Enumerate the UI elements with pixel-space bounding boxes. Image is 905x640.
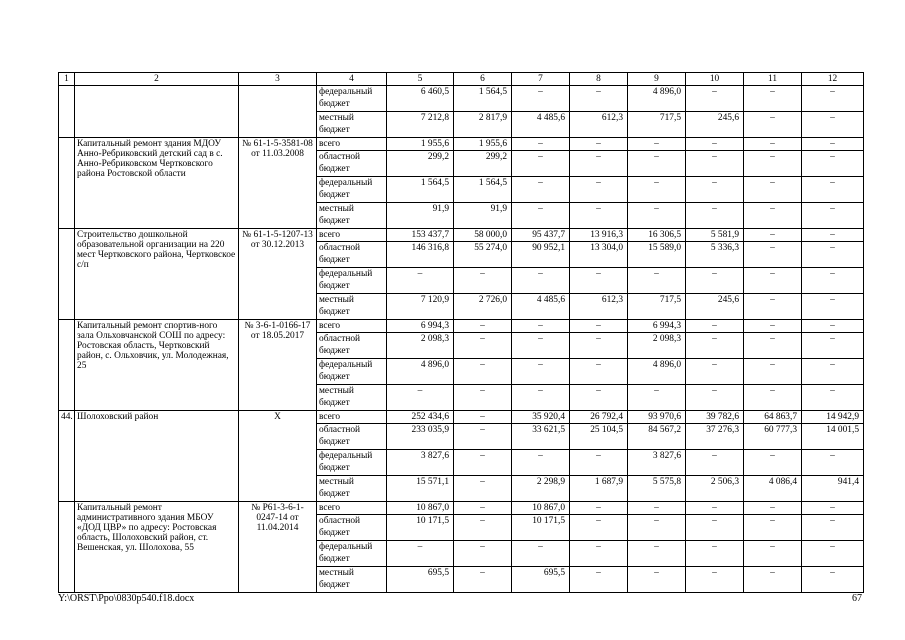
amount-cell: 4 896,0	[628, 86, 686, 112]
amount-cell: 3 827,6	[387, 450, 454, 476]
amount-cell: –	[628, 515, 686, 541]
amount-cell: –	[512, 86, 570, 112]
amount-cell: –	[387, 541, 454, 567]
amount-cell: –	[628, 502, 686, 515]
amount-cell: 2 098,3	[387, 333, 454, 359]
amount-cell: 14 942,9	[802, 411, 864, 424]
amount-cell: –	[512, 450, 570, 476]
funding-source: областной бюджет	[317, 424, 387, 450]
amount-cell: 10 171,5	[512, 515, 570, 541]
amount-cell: 4 896,0	[387, 359, 454, 385]
table-row	[59, 86, 864, 112]
amount-cell: –	[570, 177, 628, 203]
amount-cell: –	[686, 333, 744, 359]
amount-cell: 15 589,0	[628, 242, 686, 268]
column-number: 4	[317, 73, 387, 86]
amount-cell: 153 437,7	[387, 229, 454, 242]
amount-cell: –	[454, 450, 512, 476]
amount-cell: –	[802, 229, 864, 242]
funding-source: областной бюджет	[317, 151, 387, 177]
funding-source: местный бюджет	[317, 567, 387, 593]
document-number: № 3-6-1-0166-17 от 18.05.2017	[239, 320, 317, 411]
amount-cell: –	[802, 268, 864, 294]
document-number	[239, 86, 317, 138]
amount-cell: 695,5	[512, 567, 570, 593]
amount-cell: 2 726,0	[454, 294, 512, 320]
amount-cell: 717,5	[628, 112, 686, 138]
column-number-row	[59, 73, 864, 86]
column-number: 1	[59, 73, 75, 86]
amount-cell: –	[802, 333, 864, 359]
amount-cell: 252 434,6	[387, 411, 454, 424]
amount-cell: –	[512, 203, 570, 229]
table-row	[59, 411, 864, 424]
amount-cell: 717,5	[628, 294, 686, 320]
amount-cell: 55 274,0	[454, 242, 512, 268]
amount-cell: 245,6	[686, 294, 744, 320]
amount-cell: –	[628, 385, 686, 411]
amount-cell: –	[802, 359, 864, 385]
amount-cell: –	[628, 268, 686, 294]
amount-cell: –	[512, 268, 570, 294]
amount-cell: 91,9	[387, 203, 454, 229]
amount-cell: –	[686, 502, 744, 515]
amount-cell: 4 086,4	[744, 476, 802, 502]
funding-source: всего	[317, 320, 387, 333]
amount-cell: 612,3	[570, 112, 628, 138]
amount-cell: 233 035,9	[387, 424, 454, 450]
amount-cell: –	[802, 385, 864, 411]
amount-cell: –	[454, 320, 512, 333]
amount-cell: –	[802, 541, 864, 567]
amount-cell: –	[686, 151, 744, 177]
amount-cell: –	[686, 138, 744, 151]
amount-cell: –	[744, 541, 802, 567]
object-name: Шолоховский район	[75, 411, 239, 502]
budget-table	[58, 72, 864, 593]
funding-source: областной бюджет	[317, 515, 387, 541]
amount-cell: –	[454, 502, 512, 515]
amount-cell: –	[628, 541, 686, 567]
amount-cell: 3 827,6	[628, 450, 686, 476]
funding-source: федеральный бюджет	[317, 268, 387, 294]
column-number: 7	[512, 73, 570, 86]
amount-cell: –	[512, 151, 570, 177]
amount-cell: –	[570, 138, 628, 151]
amount-cell: 299,2	[454, 151, 512, 177]
funding-source: федеральный бюджет	[317, 177, 387, 203]
column-number: 2	[75, 73, 239, 86]
amount-cell: 6 460,5	[387, 86, 454, 112]
amount-cell: –	[454, 424, 512, 450]
amount-cell: 7 212,8	[387, 112, 454, 138]
amount-cell: 90 952,1	[512, 242, 570, 268]
amount-cell: –	[802, 515, 864, 541]
amount-cell: –	[802, 203, 864, 229]
amount-cell: –	[744, 242, 802, 268]
amount-cell: –	[744, 359, 802, 385]
column-number: 12	[802, 73, 864, 86]
amount-cell: –	[454, 333, 512, 359]
amount-cell: 245,6	[686, 112, 744, 138]
table-row	[59, 502, 864, 515]
amount-cell: 6 994,3	[387, 320, 454, 333]
amount-cell: –	[628, 567, 686, 593]
amount-cell: –	[744, 86, 802, 112]
amount-cell: –	[686, 177, 744, 203]
table-row	[59, 138, 864, 151]
amount-cell: 16 306,5	[628, 229, 686, 242]
object-name	[75, 86, 239, 138]
row-index	[59, 320, 75, 411]
document-number: № 61-1-5-3581-08 от 11.03.2008	[239, 138, 317, 229]
funding-source: местный бюджет	[317, 385, 387, 411]
amount-cell: –	[744, 333, 802, 359]
amount-cell: –	[802, 138, 864, 151]
funding-source: федеральный бюджет	[317, 450, 387, 476]
amount-cell: 6 994,3	[628, 320, 686, 333]
row-index	[59, 502, 75, 593]
amount-cell: 14 001,5	[802, 424, 864, 450]
amount-cell: –	[686, 86, 744, 112]
amount-cell: –	[744, 294, 802, 320]
amount-cell: –	[570, 541, 628, 567]
amount-cell: –	[686, 268, 744, 294]
amount-cell: –	[744, 450, 802, 476]
amount-cell: –	[570, 268, 628, 294]
amount-cell: –	[744, 151, 802, 177]
amount-cell: 1 687,9	[570, 476, 628, 502]
amount-cell: –	[802, 450, 864, 476]
amount-cell: 695,5	[387, 567, 454, 593]
amount-cell: –	[686, 567, 744, 593]
amount-cell: –	[686, 541, 744, 567]
object-name: Капитальный ремонт административного здания МБОУ «ДОД ЦВР» по адресу: Ростовская область, Шолоховский район, ст. Вешенская, ул. Шолохова, 55	[75, 502, 239, 593]
funding-source: местный бюджет	[317, 476, 387, 502]
amount-cell: 1 564,5	[454, 177, 512, 203]
amount-cell: 13 916,3	[570, 229, 628, 242]
amount-cell: –	[387, 268, 454, 294]
amount-cell: –	[512, 541, 570, 567]
amount-cell: –	[686, 320, 744, 333]
amount-cell: –	[454, 515, 512, 541]
amount-cell: 33 621,5	[512, 424, 570, 450]
table-body	[59, 73, 864, 593]
amount-cell: 2 098,3	[628, 333, 686, 359]
amount-cell: 612,3	[570, 294, 628, 320]
amount-cell: –	[570, 385, 628, 411]
amount-cell: –	[570, 359, 628, 385]
amount-cell: –	[512, 138, 570, 151]
amount-cell: 35 920,4	[512, 411, 570, 424]
amount-cell: –	[570, 502, 628, 515]
amount-cell: –	[802, 112, 864, 138]
amount-cell: –	[802, 151, 864, 177]
amount-cell: –	[802, 177, 864, 203]
amount-cell: –	[512, 320, 570, 333]
amount-cell: –	[570, 515, 628, 541]
amount-cell: 2 506,3	[686, 476, 744, 502]
funding-source: всего	[317, 411, 387, 424]
amount-cell: –	[454, 476, 512, 502]
amount-cell: –	[387, 385, 454, 411]
amount-cell: –	[570, 333, 628, 359]
amount-cell: 1 564,5	[454, 86, 512, 112]
amount-cell: –	[744, 229, 802, 242]
amount-cell: –	[512, 177, 570, 203]
amount-cell: –	[628, 177, 686, 203]
column-number: 6	[454, 73, 512, 86]
amount-cell: –	[570, 450, 628, 476]
amount-cell: 10 867,0	[512, 502, 570, 515]
amount-cell: 4 485,6	[512, 294, 570, 320]
funding-source: всего	[317, 229, 387, 242]
amount-cell: –	[744, 177, 802, 203]
amount-cell: 37 276,3	[686, 424, 744, 450]
footer-file-path: Y:\ORST\Ppo\0830p540.f18.docx	[58, 593, 195, 604]
amount-cell: –	[628, 138, 686, 151]
amount-cell: 1 955,6	[454, 138, 512, 151]
column-number: 10	[686, 73, 744, 86]
amount-cell: 7 120,9	[387, 294, 454, 320]
amount-cell: –	[454, 567, 512, 593]
amount-cell: 146 316,8	[387, 242, 454, 268]
amount-cell: 91,9	[454, 203, 512, 229]
amount-cell: 15 571,1	[387, 476, 454, 502]
amount-cell: 58 000,0	[454, 229, 512, 242]
amount-cell: –	[686, 450, 744, 476]
document-number: № 61-1-5-1207-13 от 30.12.2013	[239, 229, 317, 320]
amount-cell: 2 298,9	[512, 476, 570, 502]
document-number: Х	[239, 411, 317, 502]
amount-cell: –	[454, 268, 512, 294]
amount-cell: –	[744, 138, 802, 151]
amount-cell: 10 171,5	[387, 515, 454, 541]
amount-cell: 93 970,6	[628, 411, 686, 424]
amount-cell: 5 575,8	[628, 476, 686, 502]
amount-cell: –	[628, 151, 686, 177]
funding-source: областной бюджет	[317, 333, 387, 359]
column-number: 3	[239, 73, 317, 86]
amount-cell: –	[454, 385, 512, 411]
object-name: Капитальный ремонт здания МДОУ Анно-Ребриковский детский сад в с. Анно-Ребриковском Чертковского района Ростовской области	[75, 138, 239, 229]
row-index	[59, 86, 75, 138]
footer-page-number: 67	[852, 593, 862, 604]
amount-cell: –	[744, 320, 802, 333]
funding-source: всего	[317, 502, 387, 515]
amount-cell: –	[802, 502, 864, 515]
amount-cell: 26 792,4	[570, 411, 628, 424]
amount-cell: –	[454, 541, 512, 567]
amount-cell: –	[512, 385, 570, 411]
amount-cell: –	[744, 112, 802, 138]
funding-source: федеральный бюджет	[317, 359, 387, 385]
amount-cell: –	[744, 567, 802, 593]
amount-cell: 1 564,5	[387, 177, 454, 203]
amount-cell: 2 817,9	[454, 112, 512, 138]
amount-cell: –	[744, 203, 802, 229]
amount-cell: 1 955,6	[387, 138, 454, 151]
amount-cell: –	[570, 151, 628, 177]
amount-cell: 60 777,3	[744, 424, 802, 450]
amount-cell: 84 567,2	[628, 424, 686, 450]
object-name: Строительство дошкольной образовательной организации на 220 мест Чертковского района, Чертковское с/п	[75, 229, 239, 320]
amount-cell: –	[744, 515, 802, 541]
amount-cell: –	[802, 320, 864, 333]
amount-cell: 941,4	[802, 476, 864, 502]
amount-cell: –	[570, 203, 628, 229]
table-row	[59, 229, 864, 242]
object-name: Капитальный ремонт спортив-ного зала Ольховчанской СОШ по адресу: Ростовская область, Чертковский район, с. Ольховчик, ул. Молодежная, 25	[75, 320, 239, 411]
amount-cell: 4 896,0	[628, 359, 686, 385]
amount-cell: 5 336,3	[686, 242, 744, 268]
funding-source: областной бюджет	[317, 242, 387, 268]
amount-cell: 95 437,7	[512, 229, 570, 242]
amount-cell: –	[744, 385, 802, 411]
funding-source: местный бюджет	[317, 294, 387, 320]
amount-cell: –	[454, 359, 512, 385]
funding-source: всего	[317, 138, 387, 151]
funding-source: федеральный бюджет	[317, 541, 387, 567]
column-number: 5	[387, 73, 454, 86]
amount-cell: –	[686, 385, 744, 411]
amount-cell: –	[744, 268, 802, 294]
row-index: 44.	[59, 411, 75, 502]
amount-cell: –	[454, 411, 512, 424]
amount-cell: –	[570, 567, 628, 593]
funding-source: местный бюджет	[317, 203, 387, 229]
funding-source: федеральный бюджет	[317, 86, 387, 112]
document-number: № Р61-3-6-1-0247-14 от 11.04.2014	[239, 502, 317, 593]
amount-cell: 64 863,7	[744, 411, 802, 424]
amount-cell: –	[802, 86, 864, 112]
amount-cell: –	[802, 294, 864, 320]
amount-cell: 25 104,5	[570, 424, 628, 450]
amount-cell: –	[686, 359, 744, 385]
amount-cell: –	[744, 502, 802, 515]
amount-cell: 299,2	[387, 151, 454, 177]
amount-cell: –	[628, 203, 686, 229]
amount-cell: 4 485,6	[512, 112, 570, 138]
amount-cell: 10 867,0	[387, 502, 454, 515]
amount-cell: –	[512, 359, 570, 385]
amount-cell: –	[686, 515, 744, 541]
funding-source: местный бюджет	[317, 112, 387, 138]
amount-cell: 5 581,9	[686, 229, 744, 242]
column-number: 9	[628, 73, 686, 86]
column-number: 11	[744, 73, 802, 86]
amount-cell: 13 304,0	[570, 242, 628, 268]
amount-cell: –	[570, 86, 628, 112]
amount-cell: 39 782,6	[686, 411, 744, 424]
amount-cell: –	[512, 333, 570, 359]
amount-cell: –	[570, 320, 628, 333]
amount-cell: –	[802, 242, 864, 268]
table-row	[59, 320, 864, 333]
amount-cell: –	[686, 203, 744, 229]
column-number: 8	[570, 73, 628, 86]
amount-cell: –	[802, 567, 864, 593]
row-index	[59, 229, 75, 320]
row-index	[59, 138, 75, 229]
